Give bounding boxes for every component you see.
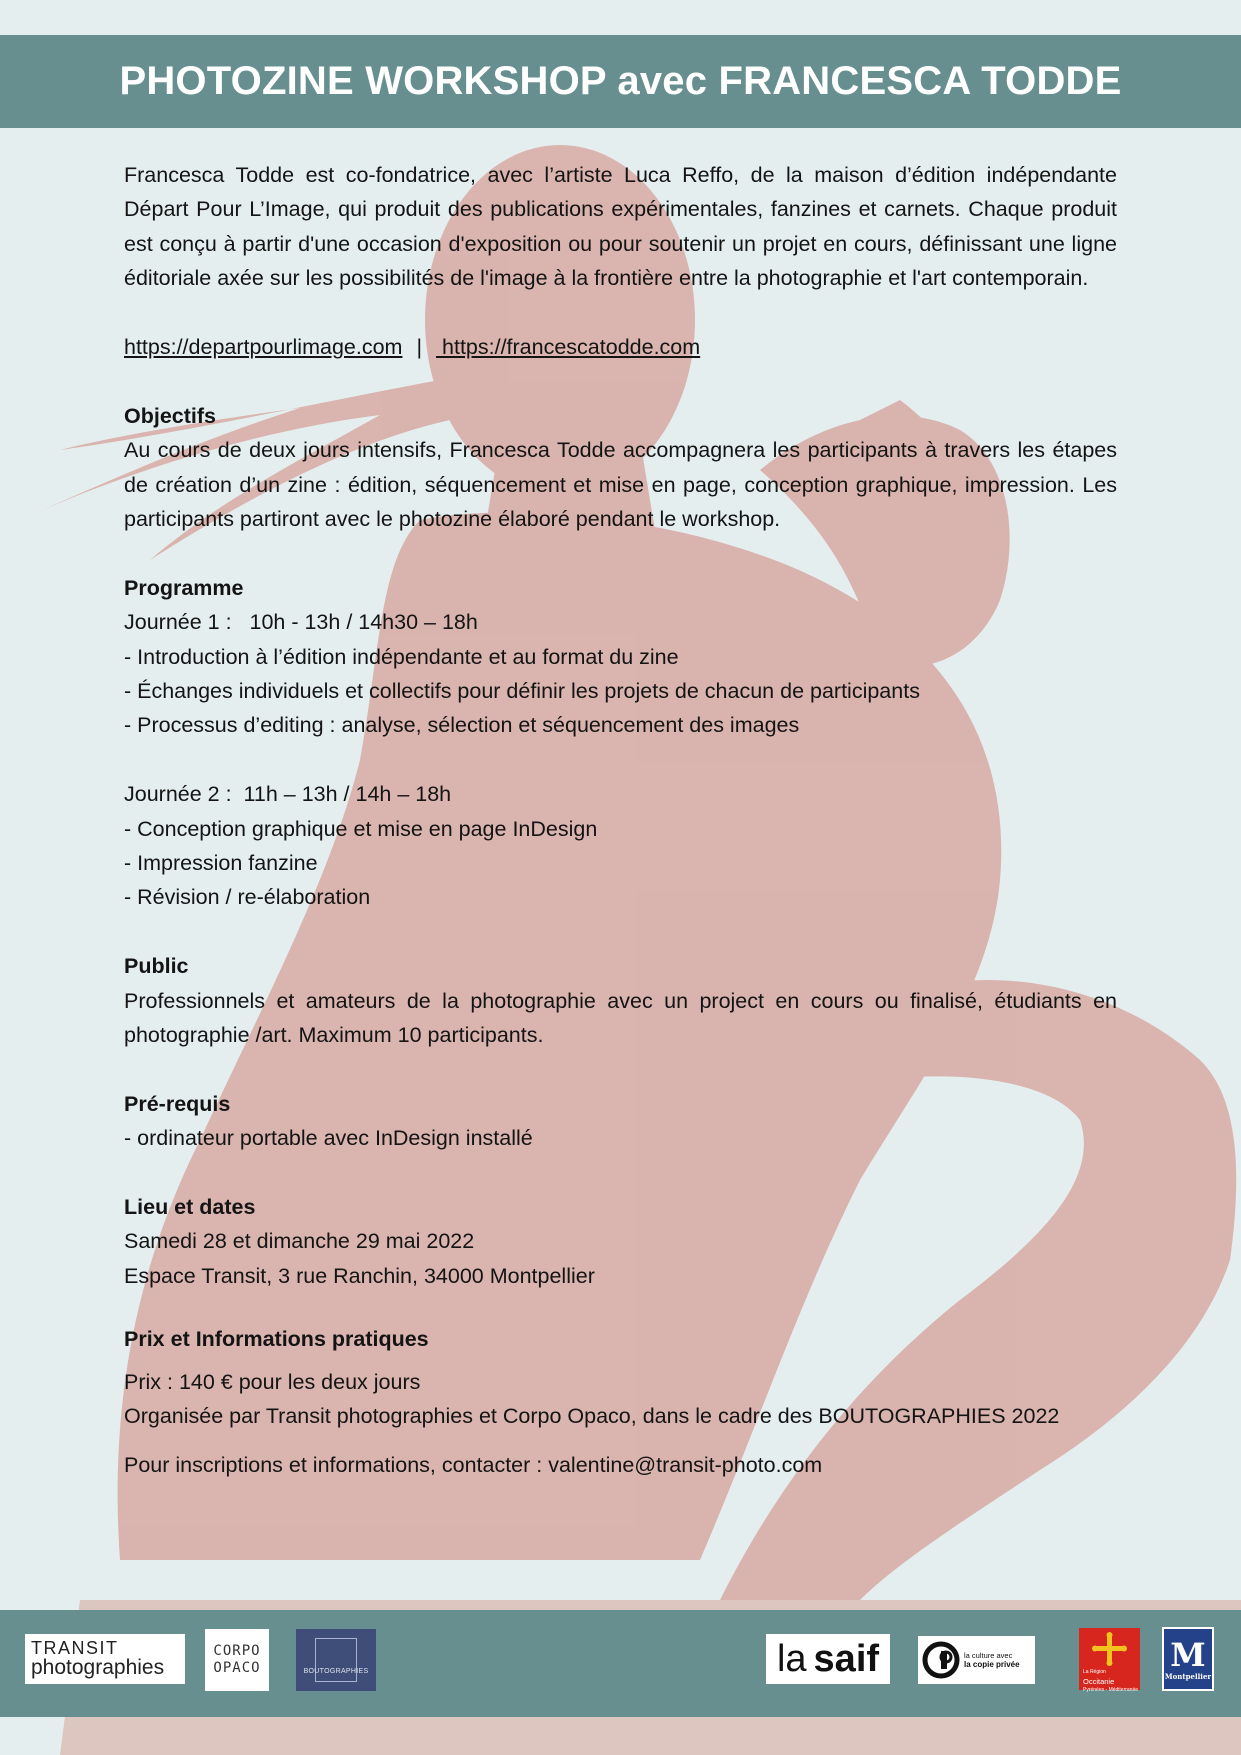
partner-logos-bar: [0, 1610, 1241, 1717]
lieu-address: Espace Transit, 3 rue Ranchin, 34000 Montpellier: [124, 1263, 595, 1288]
montpellier-logo-name: Montpellier: [1164, 1671, 1212, 1681]
day2-title: Journée 2 : 11h – 13h / 14h – 18h: [124, 782, 452, 807]
copie-privee-logo: [918, 1636, 1035, 1684]
corpo-opaco-logo: [205, 1629, 269, 1691]
copie-privee-icon: [922, 1641, 960, 1679]
boutographies-logo: [296, 1629, 376, 1691]
occitanie-logo-line1: La Région: [1083, 1669, 1106, 1675]
occitanie-region-logo: [1079, 1628, 1140, 1693]
day1-title: Journée 1 : 10h - 13h / 14h30 – 18h: [124, 610, 478, 635]
francesca-todde-link[interactable]: https://francescatodde.com: [436, 335, 701, 360]
copie-logo-line2: la copie privée: [964, 1660, 1020, 1669]
occitanie-logo-line3: Pyrénées - Méditerranée: [1083, 1687, 1139, 1693]
montpellier-logo: [1162, 1627, 1214, 1691]
saif-logo-saif: saif: [813, 1637, 880, 1680]
main-content: [124, 158, 1117, 1482]
transit-logo-line2: photographies: [31, 1656, 165, 1679]
link-separator: |: [416, 335, 423, 360]
transit-logo-line1: TRANSIT: [31, 1638, 119, 1658]
prix-price: Prix : 140 € pour les deux jours: [124, 1369, 421, 1394]
day1-item: - Introduction à l’édition indépendante et au format du zine: [124, 644, 679, 669]
transit-photographies-logo: [25, 1634, 185, 1684]
saif-logo-la: la: [776, 1637, 807, 1680]
corpo-logo-line2: OPACO: [213, 1660, 261, 1676]
lieu-heading: Lieu et dates: [124, 1195, 256, 1220]
contact-line: Pour inscriptions et informations, contacter : valentine@transit-photo.com: [124, 1452, 823, 1477]
day2-item: - Conception graphique et mise en page InDesign: [124, 816, 598, 841]
occitan-cross-icon: [1079, 1628, 1140, 1668]
prerequis-heading: Pré-requis: [124, 1091, 231, 1116]
la-saif-logo: [766, 1634, 890, 1684]
boutographies-logo-text: BOUTOGRAPHIES: [303, 1668, 369, 1675]
prerequis-text: - ordinateur portable avec InDesign installé: [124, 1126, 533, 1151]
links-line: [124, 330, 1117, 364]
montpellier-logo-letter: M: [1170, 1635, 1206, 1674]
depart-pour-limage-link[interactable]: https://departpourlimage.com: [124, 335, 403, 360]
intro-paragraph: Francesca Todde est co-fondatrice, avec l’artiste Luca Reffo, de la maison d’édition indépendante Départ Pour L’Image, qui produit des publications expérimentales, fanzines et carnets. Chaque produit est conçu à partir d'une occasion d'exposition ou pour soutenir un projet en cours, définissant une ligne éditoriale axée sur les possibilités de l'image à la frontière entre la photographie et l'art contemporain.: [124, 163, 1117, 291]
day1-item: - Échanges individuels et collectifs pour définir les projets de chacun de participants: [124, 679, 920, 704]
day2-item: - Impression fanzine: [124, 851, 318, 876]
objectifs-heading: Objectifs: [124, 403, 216, 428]
page-title: PHOTOZINE WORKSHOP avec FRANCESCA TODDE: [119, 59, 1122, 103]
day1-item: - Processus d’editing : analyse, sélection et séquencement des images: [124, 713, 800, 738]
corpo-logo-line1: CORPO: [213, 1643, 261, 1659]
day2-item: - Révision / re-élaboration: [124, 885, 371, 910]
lieu-dates: Samedi 28 et dimanche 29 mai 2022: [124, 1229, 475, 1254]
prix-organisers: Organisée par Transit photographies et Corpo Opaco, dans le cadre des BOUTOGRAPHIES 2022: [124, 1404, 1060, 1429]
public-text: Professionnels et amateurs de la photographie avec un project en cours ou finalisé, étudiants en photographie /art. Maximum 10 participants.: [124, 988, 1117, 1048]
programme-heading: Programme: [124, 575, 244, 600]
copie-logo-line1: la culture avec: [964, 1651, 1013, 1660]
occitanie-logo-line2: Occitanie: [1083, 1677, 1115, 1686]
prix-heading: Prix et Informations pratiques: [124, 1327, 429, 1352]
objectifs-text: Au cours de deux jours intensifs, Francesca Todde accompagnera les participants à travers les étapes de création d’un zine : édition, séquencement et mise en page, conception graphique, impression. Les participants partiront avec le photozine élaboré pendant le workshop.: [124, 438, 1117, 532]
public-heading: Public: [124, 954, 189, 979]
title-banner: [0, 35, 1241, 128]
